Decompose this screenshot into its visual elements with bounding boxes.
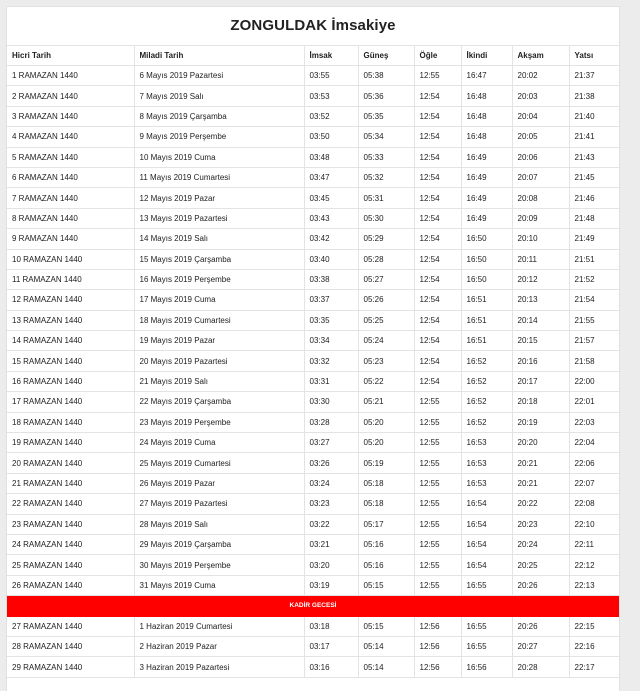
column-header-ogle: Öğle [414, 46, 461, 66]
cell-gunes: 05:14 [358, 657, 414, 677]
cell-ikindi: 16:53 [461, 453, 512, 473]
cell-hicri-tarih: 18 RAMAZAN 1440 [7, 412, 134, 432]
cell-ogle: 12:56 [414, 636, 461, 656]
cell-imsak: 03:18 [304, 616, 358, 636]
cell-ogle: 12:55 [414, 433, 461, 453]
cell-miladi-tarih: 3 Haziran 2019 Pazartesi [134, 657, 304, 677]
cell-gunes: 05:30 [358, 208, 414, 228]
cell-aksam: 20:17 [512, 371, 569, 391]
cell-hicri-tarih: 5 RAMAZAN 1440 [7, 147, 134, 167]
cell-imsak: 03:43 [304, 208, 358, 228]
cell-aksam: 20:20 [512, 433, 569, 453]
cell-imsak: 03:35 [304, 310, 358, 330]
cell-yatsi: 22:10 [569, 514, 619, 534]
cell-gunes: 05:17 [358, 514, 414, 534]
cell-aksam: 20:05 [512, 127, 569, 147]
cell-ogle: 12:54 [414, 310, 461, 330]
cell-yatsi: 21:45 [569, 167, 619, 187]
cell-ogle: 12:56 [414, 616, 461, 636]
cell-hicri-tarih: 11 RAMAZAN 1440 [7, 269, 134, 289]
cell-gunes: 05:36 [358, 86, 414, 106]
cell-hicri-tarih: 4 RAMAZAN 1440 [7, 127, 134, 147]
cell-yatsi: 22:03 [569, 412, 619, 432]
cell-yatsi: 22:01 [569, 392, 619, 412]
cell-aksam: 20:23 [512, 514, 569, 534]
cell-ogle: 12:54 [414, 229, 461, 249]
column-header-miladi-tarih: Miladi Tarih [134, 46, 304, 66]
cell-hicri-tarih: 13 RAMAZAN 1440 [7, 310, 134, 330]
cell-miladi-tarih: 2 Haziran 2019 Pazar [134, 636, 304, 656]
cell-imsak: 03:27 [304, 433, 358, 453]
cell-ikindi: 16:55 [461, 636, 512, 656]
column-header-hicri-tarih: Hicri Tarih [7, 46, 134, 66]
cell-yatsi: 22:16 [569, 636, 619, 656]
cell-miladi-tarih: 10 Mayıs 2019 Cuma [134, 147, 304, 167]
cell-hicri-tarih: 8 RAMAZAN 1440 [7, 208, 134, 228]
cell-imsak: 03:53 [304, 86, 358, 106]
cell-ogle: 12:56 [414, 657, 461, 677]
cell-gunes: 05:27 [358, 269, 414, 289]
cell-yatsi: 21:43 [569, 147, 619, 167]
cell-yatsi: 22:06 [569, 453, 619, 473]
cell-aksam: 20:22 [512, 494, 569, 514]
table-row [7, 208, 619, 228]
cell-ikindi: 16:53 [461, 473, 512, 493]
cell-imsak: 03:19 [304, 575, 358, 595]
cell-ikindi: 16:49 [461, 167, 512, 187]
cell-yatsi: 21:41 [569, 127, 619, 147]
cell-ikindi: 16:50 [461, 249, 512, 269]
cell-imsak: 03:16 [304, 657, 358, 677]
cell-ikindi: 16:51 [461, 331, 512, 351]
cell-yatsi: 22:13 [569, 575, 619, 595]
cell-ogle: 12:55 [414, 473, 461, 493]
cell-miladi-tarih: 12 Mayıs 2019 Pazar [134, 188, 304, 208]
cell-imsak: 03:47 [304, 167, 358, 187]
cell-imsak: 03:55 [304, 66, 358, 86]
cell-miladi-tarih: 1 Haziran 2019 Cumartesi [134, 616, 304, 636]
cell-ikindi: 16:52 [461, 392, 512, 412]
cell-imsak: 03:32 [304, 351, 358, 371]
cell-imsak: 03:50 [304, 127, 358, 147]
table-row [7, 167, 619, 187]
cell-imsak: 03:26 [304, 453, 358, 473]
cell-ogle: 12:54 [414, 269, 461, 289]
cell-ikindi: 16:49 [461, 208, 512, 228]
table-header-row [7, 46, 619, 66]
cell-aksam: 20:04 [512, 106, 569, 126]
kadir-gecesi-label: KADİR GECESİ [7, 596, 619, 616]
cell-ogle: 12:55 [414, 514, 461, 534]
cell-miladi-tarih: 15 Mayıs 2019 Çarşamba [134, 249, 304, 269]
table-row [7, 290, 619, 310]
cell-yatsi: 21:57 [569, 331, 619, 351]
cell-miladi-tarih: 17 Mayıs 2019 Cuma [134, 290, 304, 310]
cell-imsak: 03:48 [304, 147, 358, 167]
cell-hicri-tarih: 6 RAMAZAN 1440 [7, 167, 134, 187]
cell-gunes: 05:19 [358, 453, 414, 473]
cell-hicri-tarih: 20 RAMAZAN 1440 [7, 453, 134, 473]
cell-miladi-tarih: 18 Mayıs 2019 Cumartesi [134, 310, 304, 330]
cell-ogle: 12:54 [414, 86, 461, 106]
imsakiye-table [7, 45, 619, 678]
cell-hicri-tarih: 12 RAMAZAN 1440 [7, 290, 134, 310]
cell-imsak: 03:17 [304, 636, 358, 656]
cell-ikindi: 16:52 [461, 371, 512, 391]
cell-miladi-tarih: 11 Mayıs 2019 Cumartesi [134, 167, 304, 187]
table-row [7, 412, 619, 432]
cell-ikindi: 16:53 [461, 433, 512, 453]
cell-yatsi: 22:11 [569, 534, 619, 554]
cell-yatsi: 21:55 [569, 310, 619, 330]
cell-ikindi: 16:54 [461, 494, 512, 514]
cell-miladi-tarih: 7 Mayıs 2019 Salı [134, 86, 304, 106]
table-row [7, 657, 619, 677]
cell-hicri-tarih: 16 RAMAZAN 1440 [7, 371, 134, 391]
cell-imsak: 03:38 [304, 269, 358, 289]
table-row [7, 147, 619, 167]
cell-ogle: 12:55 [414, 453, 461, 473]
cell-aksam: 20:25 [512, 555, 569, 575]
cell-hicri-tarih: 19 RAMAZAN 1440 [7, 433, 134, 453]
cell-yatsi: 22:00 [569, 371, 619, 391]
cell-ikindi: 16:49 [461, 147, 512, 167]
cell-miladi-tarih: 16 Mayıs 2019 Perşembe [134, 269, 304, 289]
cell-miladi-tarih: 30 Mayıs 2019 Perşembe [134, 555, 304, 575]
table-row [7, 310, 619, 330]
table-row [7, 229, 619, 249]
cell-ogle: 12:54 [414, 290, 461, 310]
table-row [7, 371, 619, 391]
cell-hicri-tarih: 17 RAMAZAN 1440 [7, 392, 134, 412]
cell-gunes: 05:34 [358, 127, 414, 147]
cell-hicri-tarih: 24 RAMAZAN 1440 [7, 534, 134, 554]
cell-gunes: 05:28 [358, 249, 414, 269]
cell-yatsi: 22:12 [569, 555, 619, 575]
table-row [7, 534, 619, 554]
cell-gunes: 05:23 [358, 351, 414, 371]
cell-gunes: 05:15 [358, 575, 414, 595]
cell-ikindi: 16:51 [461, 310, 512, 330]
cell-aksam: 20:12 [512, 269, 569, 289]
cell-hicri-tarih: 23 RAMAZAN 1440 [7, 514, 134, 534]
cell-miladi-tarih: 27 Mayıs 2019 Pazartesi [134, 494, 304, 514]
cell-aksam: 20:03 [512, 86, 569, 106]
cell-gunes: 05:31 [358, 188, 414, 208]
cell-imsak: 03:52 [304, 106, 358, 126]
cell-yatsi: 21:58 [569, 351, 619, 371]
cell-aksam: 20:02 [512, 66, 569, 86]
table-row [7, 66, 619, 86]
cell-ogle: 12:55 [414, 575, 461, 595]
cell-imsak: 03:24 [304, 473, 358, 493]
cell-aksam: 20:26 [512, 575, 569, 595]
cell-aksam: 20:27 [512, 636, 569, 656]
cell-ogle: 12:54 [414, 167, 461, 187]
cell-ikindi: 16:55 [461, 616, 512, 636]
cell-miladi-tarih: 31 Mayıs 2019 Cuma [134, 575, 304, 595]
cell-gunes: 05:18 [358, 494, 414, 514]
cell-hicri-tarih: 29 RAMAZAN 1440 [7, 657, 134, 677]
cell-gunes: 05:33 [358, 147, 414, 167]
cell-ogle: 12:54 [414, 351, 461, 371]
cell-ikindi: 16:51 [461, 290, 512, 310]
kadir-gecesi-row [7, 596, 619, 616]
cell-miladi-tarih: 6 Mayıs 2019 Pazartesi [134, 66, 304, 86]
cell-miladi-tarih: 24 Mayıs 2019 Cuma [134, 433, 304, 453]
cell-aksam: 20:14 [512, 310, 569, 330]
cell-miladi-tarih: 8 Mayıs 2019 Çarşamba [134, 106, 304, 126]
table-row [7, 106, 619, 126]
cell-gunes: 05:20 [358, 412, 414, 432]
cell-gunes: 05:21 [358, 392, 414, 412]
cell-yatsi: 22:15 [569, 616, 619, 636]
cell-ikindi: 16:52 [461, 412, 512, 432]
table-row [7, 514, 619, 534]
cell-imsak: 03:40 [304, 249, 358, 269]
cell-imsak: 03:34 [304, 331, 358, 351]
table-row [7, 331, 619, 351]
table-row [7, 555, 619, 575]
cell-yatsi: 22:04 [569, 433, 619, 453]
cell-miladi-tarih: 29 Mayıs 2019 Çarşamba [134, 534, 304, 554]
column-header-yatsi: Yatsı [569, 46, 619, 66]
table-row [7, 127, 619, 147]
cell-ogle: 12:54 [414, 208, 461, 228]
cell-imsak: 03:28 [304, 412, 358, 432]
cell-imsak: 03:20 [304, 555, 358, 575]
imsakiye-card [6, 6, 620, 691]
cell-ikindi: 16:47 [461, 66, 512, 86]
cell-aksam: 20:19 [512, 412, 569, 432]
cell-gunes: 05:20 [358, 433, 414, 453]
cell-ogle: 12:54 [414, 188, 461, 208]
cell-miladi-tarih: 20 Mayıs 2019 Pazartesi [134, 351, 304, 371]
cell-ikindi: 16:52 [461, 351, 512, 371]
cell-aksam: 20:16 [512, 351, 569, 371]
table-row [7, 636, 619, 656]
cell-aksam: 20:26 [512, 616, 569, 636]
cell-hicri-tarih: 1 RAMAZAN 1440 [7, 66, 134, 86]
cell-miladi-tarih: 23 Mayıs 2019 Perşembe [134, 412, 304, 432]
table-row [7, 575, 619, 595]
cell-imsak: 03:21 [304, 534, 358, 554]
cell-ikindi: 16:49 [461, 188, 512, 208]
cell-imsak: 03:22 [304, 514, 358, 534]
cell-hicri-tarih: 26 RAMAZAN 1440 [7, 575, 134, 595]
cell-aksam: 20:11 [512, 249, 569, 269]
cell-gunes: 05:26 [358, 290, 414, 310]
cell-aksam: 20:18 [512, 392, 569, 412]
table-row [7, 351, 619, 371]
cell-ikindi: 16:55 [461, 575, 512, 595]
cell-miladi-tarih: 25 Mayıs 2019 Cumartesi [134, 453, 304, 473]
cell-yatsi: 21:48 [569, 208, 619, 228]
cell-imsak: 03:42 [304, 229, 358, 249]
cell-yatsi: 21:54 [569, 290, 619, 310]
cell-aksam: 20:15 [512, 331, 569, 351]
cell-ogle: 12:55 [414, 534, 461, 554]
column-header-ikindi: İkindi [461, 46, 512, 66]
cell-aksam: 20:07 [512, 167, 569, 187]
cell-miladi-tarih: 9 Mayıs 2019 Perşembe [134, 127, 304, 147]
cell-imsak: 03:45 [304, 188, 358, 208]
cell-ikindi: 16:50 [461, 229, 512, 249]
column-header-imsak: İmsak [304, 46, 358, 66]
cell-gunes: 05:15 [358, 616, 414, 636]
cell-ikindi: 16:54 [461, 534, 512, 554]
cell-ogle: 12:55 [414, 494, 461, 514]
cell-aksam: 20:13 [512, 290, 569, 310]
table-row [7, 269, 619, 289]
cell-gunes: 05:22 [358, 371, 414, 391]
cell-ikindi: 16:48 [461, 127, 512, 147]
cell-aksam: 20:06 [512, 147, 569, 167]
cell-imsak: 03:31 [304, 371, 358, 391]
cell-ikindi: 16:54 [461, 514, 512, 534]
cell-gunes: 05:25 [358, 310, 414, 330]
cell-gunes: 05:35 [358, 106, 414, 126]
cell-imsak: 03:23 [304, 494, 358, 514]
cell-ogle: 12:55 [414, 66, 461, 86]
cell-ogle: 12:54 [414, 371, 461, 391]
cell-hicri-tarih: 2 RAMAZAN 1440 [7, 86, 134, 106]
cell-ogle: 12:54 [414, 331, 461, 351]
cell-yatsi: 21:46 [569, 188, 619, 208]
cell-hicri-tarih: 7 RAMAZAN 1440 [7, 188, 134, 208]
cell-aksam: 20:08 [512, 188, 569, 208]
cell-gunes: 05:38 [358, 66, 414, 86]
column-header-gunes: Güneş [358, 46, 414, 66]
cell-hicri-tarih: 22 RAMAZAN 1440 [7, 494, 134, 514]
table-row [7, 249, 619, 269]
cell-hicri-tarih: 15 RAMAZAN 1440 [7, 351, 134, 371]
table-row [7, 188, 619, 208]
table-row [7, 473, 619, 493]
cell-yatsi: 22:07 [569, 473, 619, 493]
cell-miladi-tarih: 26 Mayıs 2019 Pazar [134, 473, 304, 493]
cell-hicri-tarih: 3 RAMAZAN 1440 [7, 106, 134, 126]
cell-aksam: 20:21 [512, 473, 569, 493]
table-row [7, 433, 619, 453]
cell-miladi-tarih: 14 Mayıs 2019 Salı [134, 229, 304, 249]
cell-aksam: 20:09 [512, 208, 569, 228]
cell-ogle: 12:55 [414, 392, 461, 412]
cell-aksam: 20:28 [512, 657, 569, 677]
cell-ogle: 12:55 [414, 555, 461, 575]
cell-gunes: 05:18 [358, 473, 414, 493]
cell-ikindi: 16:48 [461, 86, 512, 106]
cell-hicri-tarih: 21 RAMAZAN 1440 [7, 473, 134, 493]
cell-yatsi: 22:08 [569, 494, 619, 514]
cell-aksam: 20:21 [512, 453, 569, 473]
column-header-aksam: Akşam [512, 46, 569, 66]
cell-yatsi: 21:37 [569, 66, 619, 86]
table-row [7, 494, 619, 514]
cell-hicri-tarih: 10 RAMAZAN 1440 [7, 249, 134, 269]
cell-yatsi: 22:17 [569, 657, 619, 677]
cell-miladi-tarih: 19 Mayıs 2019 Pazar [134, 331, 304, 351]
cell-ogle: 12:54 [414, 106, 461, 126]
cell-hicri-tarih: 28 RAMAZAN 1440 [7, 636, 134, 656]
cell-aksam: 20:10 [512, 229, 569, 249]
cell-imsak: 03:37 [304, 290, 358, 310]
cell-miladi-tarih: 21 Mayıs 2019 Salı [134, 371, 304, 391]
cell-ikindi: 16:56 [461, 657, 512, 677]
cell-gunes: 05:29 [358, 229, 414, 249]
cell-miladi-tarih: 28 Mayıs 2019 Salı [134, 514, 304, 534]
cell-yatsi: 21:52 [569, 269, 619, 289]
cell-miladi-tarih: 13 Mayıs 2019 Pazartesi [134, 208, 304, 228]
page-title: ZONGULDAK İmsakiye [230, 17, 396, 34]
table-row [7, 616, 619, 636]
cell-gunes: 05:16 [358, 534, 414, 554]
cell-ogle: 12:55 [414, 412, 461, 432]
cell-ogle: 12:54 [414, 147, 461, 167]
cell-ikindi: 16:54 [461, 555, 512, 575]
table-row [7, 392, 619, 412]
cell-ikindi: 16:48 [461, 106, 512, 126]
cell-hicri-tarih: 14 RAMAZAN 1440 [7, 331, 134, 351]
cell-yatsi: 21:51 [569, 249, 619, 269]
cell-ogle: 12:54 [414, 127, 461, 147]
table-row [7, 453, 619, 473]
cell-gunes: 05:32 [358, 167, 414, 187]
cell-aksam: 20:24 [512, 534, 569, 554]
cell-miladi-tarih: 22 Mayıs 2019 Çarşamba [134, 392, 304, 412]
cell-gunes: 05:14 [358, 636, 414, 656]
table-row [7, 86, 619, 106]
cell-ikindi: 16:50 [461, 269, 512, 289]
cell-ogle: 12:54 [414, 249, 461, 269]
cell-hicri-tarih: 9 RAMAZAN 1440 [7, 229, 134, 249]
cell-gunes: 05:16 [358, 555, 414, 575]
cell-yatsi: 21:40 [569, 106, 619, 126]
cell-hicri-tarih: 27 RAMAZAN 1440 [7, 616, 134, 636]
cell-yatsi: 21:38 [569, 86, 619, 106]
cell-imsak: 03:30 [304, 392, 358, 412]
cell-hicri-tarih: 25 RAMAZAN 1440 [7, 555, 134, 575]
cell-gunes: 05:24 [358, 331, 414, 351]
cell-yatsi: 21:49 [569, 229, 619, 249]
